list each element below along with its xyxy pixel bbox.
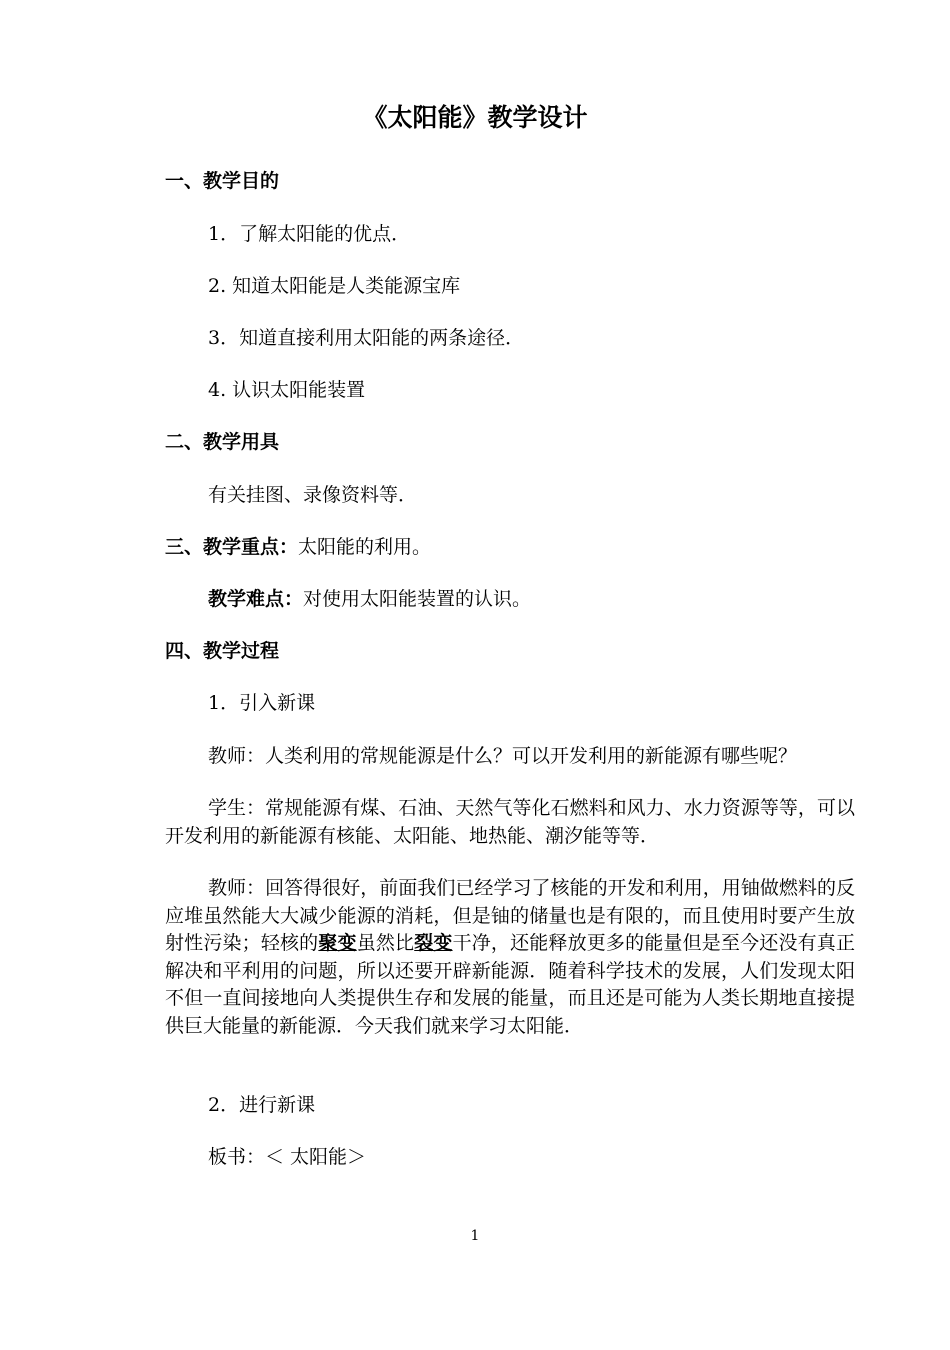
objective-item: 3．知道直接利用太阳能的两条途径． (208, 327, 525, 349)
teacher-explanation-part: 干净，还能释放更多的能量但是至今还没有真正解决和平利用的问题，所以还要开辟新能源．随着科学技术的发展，人们发现太阳不但一直间接地向人类提供生存和发展的能量，而且还是可能为人类长期地直接提供巨大能量的新能源．今天我们就来学习太阳能． (165, 932, 855, 1037)
section-heading-key-point: 三、教学重点： (165, 536, 299, 558)
teacher-explanation (165, 875, 855, 1040)
objective-item: 4. 认识太阳能装置 (208, 379, 366, 401)
key-point-text: 太阳能的利用。 (298, 536, 432, 558)
section-heading-process: 四、教学过程 (165, 640, 280, 662)
difficulty-line (208, 586, 531, 612)
page-number: 1 (470, 1228, 480, 1244)
board-note: 板书：＜ 太阳能＞ (208, 1146, 367, 1168)
term-fission: 裂变 (414, 932, 453, 954)
teacher-explanation-part: 虽然比 (356, 932, 415, 954)
difficulty-text: 对使用太阳能装置的认识。 (303, 588, 532, 610)
teacher-question: 教师：人类利用的常规能源是什么？可以开发利用的新能源有哪些呢？ (208, 745, 798, 767)
key-point-line (165, 534, 431, 560)
section-heading-objectives: 一、教学目的 (165, 170, 280, 192)
objective-item: 2. 知道太阳能是人类能源宝库 (208, 275, 461, 297)
tools-text: 有关挂图、录像资料等． (208, 484, 418, 506)
student-answer: 学生：常规能源有煤、石油、天然气等化石燃料和风力、水力资源等等，可以开发利用的新能源有核能、太阳能、地热能、潮汐能等等． (165, 797, 855, 847)
document-title: 《太阳能》教学设计 (362, 103, 588, 132)
step-intro: 1．引入新课 (208, 692, 316, 714)
section-heading-tools: 二、教学用具 (165, 431, 280, 453)
teacher-explanation-part: 教师：回答得很好，前面我们已经学习了核能的开发和利用，用铀做燃料的反应堆虽然能大大减少能源的消耗，但是铀的储量也是有限的，而且使用时要产生放射性污染；轻核的 (165, 877, 855, 954)
term-fusion: 聚变 (318, 932, 357, 954)
step-new-lesson: 2．进行新课 (208, 1094, 316, 1116)
difficulty-label: 教学难点： (208, 588, 304, 610)
objective-item: 1．了解太阳能的优点． (208, 223, 411, 245)
